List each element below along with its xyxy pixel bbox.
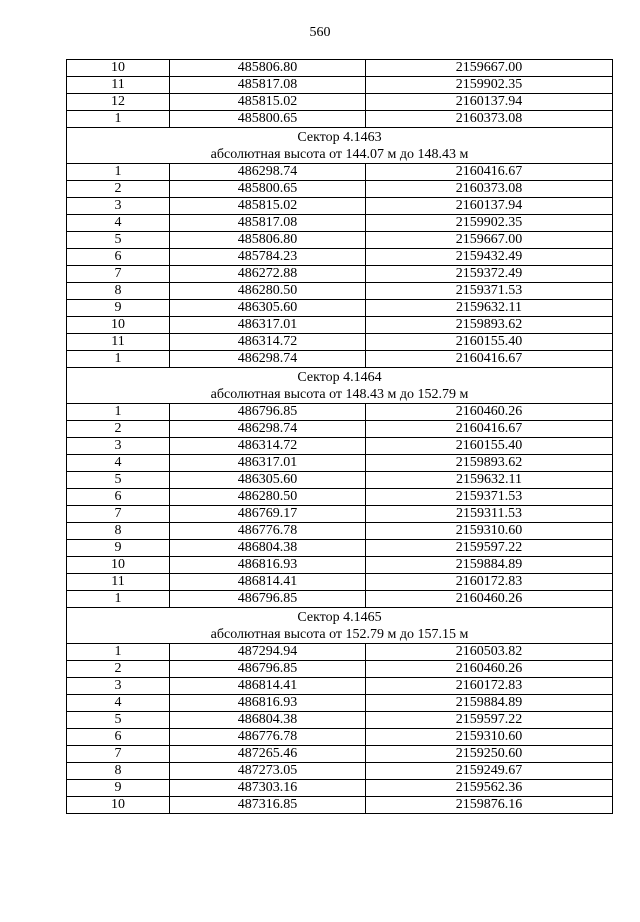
coordinates-table: [66, 59, 613, 814]
y-coordinate-cell: 2159902.35: [366, 215, 613, 232]
y-coordinate-cell: 2159902.35: [366, 77, 613, 94]
y-coordinate-cell: 2159632.11: [366, 472, 613, 489]
y-coordinate-cell: 2160416.67: [366, 421, 613, 438]
table-row: [67, 94, 613, 111]
x-coordinate-cell: 486280.50: [170, 283, 366, 300]
point-number-cell: 10: [67, 317, 170, 334]
y-coordinate-cell: 2159632.11: [366, 300, 613, 317]
y-coordinate-cell: 2159893.62: [366, 317, 613, 334]
x-coordinate-cell: 486776.78: [170, 729, 366, 746]
table-row: [67, 181, 613, 198]
table-row: [67, 644, 613, 661]
table-row: [67, 489, 613, 506]
y-coordinate-cell: 2160155.40: [366, 438, 613, 455]
point-number-cell: 4: [67, 215, 170, 232]
y-coordinate-cell: 2159250.60: [366, 746, 613, 763]
x-coordinate-cell: 487294.94: [170, 644, 366, 661]
x-coordinate-cell: 487316.85: [170, 797, 366, 814]
y-coordinate-cell: 2160460.26: [366, 591, 613, 608]
x-coordinate-cell: 486814.41: [170, 678, 366, 695]
y-coordinate-cell: 2159884.89: [366, 695, 613, 712]
x-coordinate-cell: 486317.01: [170, 317, 366, 334]
x-coordinate-cell: 486776.78: [170, 523, 366, 540]
sector-height-range: абсолютная высота от 144.07 м до 148.43 м: [210, 146, 469, 162]
table-row: [67, 455, 613, 472]
x-coordinate-cell: 486814.41: [170, 574, 366, 591]
table-row: [67, 77, 613, 94]
y-coordinate-cell: 2160460.26: [366, 404, 613, 421]
point-number-cell: 1: [67, 111, 170, 128]
table-row: [67, 472, 613, 489]
y-coordinate-cell: 2159597.22: [366, 712, 613, 729]
y-coordinate-cell: 2159310.60: [366, 523, 613, 540]
table-row: [67, 712, 613, 729]
y-coordinate-cell: 2160172.83: [366, 574, 613, 591]
sector-header-row: [67, 368, 613, 404]
sector-header-row: [67, 128, 613, 164]
y-coordinate-cell: 2159432.49: [366, 249, 613, 266]
table-row: [67, 334, 613, 351]
x-coordinate-cell: 486314.72: [170, 438, 366, 455]
y-coordinate-cell: 2160373.08: [366, 181, 613, 198]
table-row: [67, 591, 613, 608]
x-coordinate-cell: 486816.93: [170, 695, 366, 712]
y-coordinate-cell: 2160172.83: [366, 678, 613, 695]
table-row: [67, 421, 613, 438]
x-coordinate-cell: 486272.88: [170, 266, 366, 283]
point-number-cell: 11: [67, 334, 170, 351]
table-row: [67, 111, 613, 128]
table-row: [67, 317, 613, 334]
y-coordinate-cell: 2159562.36: [366, 780, 613, 797]
point-number-cell: 8: [67, 763, 170, 780]
point-number-cell: 5: [67, 472, 170, 489]
table-row: [67, 678, 613, 695]
x-coordinate-cell: 486280.50: [170, 489, 366, 506]
point-number-cell: 7: [67, 266, 170, 283]
point-number-cell: 2: [67, 181, 170, 198]
y-coordinate-cell: 2159893.62: [366, 455, 613, 472]
point-number-cell: 9: [67, 780, 170, 797]
y-coordinate-cell: 2160155.40: [366, 334, 613, 351]
point-number-cell: 6: [67, 249, 170, 266]
point-number-cell: 3: [67, 198, 170, 215]
y-coordinate-cell: 2159371.53: [366, 489, 613, 506]
x-coordinate-cell: 486816.93: [170, 557, 366, 574]
y-coordinate-cell: 2159597.22: [366, 540, 613, 557]
table-row: [67, 215, 613, 232]
x-coordinate-cell: 487265.46: [170, 746, 366, 763]
x-coordinate-cell: 486317.01: [170, 455, 366, 472]
y-coordinate-cell: 2159876.16: [366, 797, 613, 814]
x-coordinate-cell: 485784.23: [170, 249, 366, 266]
x-coordinate-cell: 485817.08: [170, 215, 366, 232]
table-row: [67, 164, 613, 181]
point-number-cell: 6: [67, 489, 170, 506]
x-coordinate-cell: 486796.85: [170, 591, 366, 608]
sector-header: [67, 368, 613, 404]
point-number-cell: 10: [67, 797, 170, 814]
y-coordinate-cell: 2159371.53: [366, 283, 613, 300]
sector-height-range: абсолютная высота от 148.43 м до 152.79 м: [210, 386, 469, 402]
table-row: [67, 266, 613, 283]
sector-title: Сектор 4.1463: [297, 129, 382, 145]
y-coordinate-cell: 2159667.00: [366, 60, 613, 77]
x-coordinate-cell: 486796.85: [170, 404, 366, 421]
x-coordinate-cell: 485806.80: [170, 60, 366, 77]
sector-title: Сектор 4.1464: [297, 369, 382, 385]
x-coordinate-cell: 485800.65: [170, 181, 366, 198]
x-coordinate-cell: 485815.02: [170, 94, 366, 111]
point-number-cell: 4: [67, 455, 170, 472]
point-number-cell: 10: [67, 557, 170, 574]
point-number-cell: 6: [67, 729, 170, 746]
x-coordinate-cell: 487273.05: [170, 763, 366, 780]
table-row: [67, 60, 613, 77]
point-number-cell: 3: [67, 438, 170, 455]
point-number-cell: 9: [67, 540, 170, 557]
y-coordinate-cell: 2159249.67: [366, 763, 613, 780]
x-coordinate-cell: 486305.60: [170, 300, 366, 317]
table-row: [67, 523, 613, 540]
x-coordinate-cell: 485817.08: [170, 77, 366, 94]
point-number-cell: 7: [67, 746, 170, 763]
point-number-cell: 10: [67, 60, 170, 77]
coordinates-table-body: [67, 60, 613, 814]
table-row: [67, 283, 613, 300]
x-coordinate-cell: 486298.74: [170, 164, 366, 181]
table-row: [67, 438, 613, 455]
table-row: [67, 574, 613, 591]
table-row: [67, 797, 613, 814]
x-coordinate-cell: 486769.17: [170, 506, 366, 523]
table-row: [67, 540, 613, 557]
x-coordinate-cell: 486298.74: [170, 421, 366, 438]
sector-header-row: [67, 608, 613, 644]
point-number-cell: 8: [67, 523, 170, 540]
x-coordinate-cell: 485806.80: [170, 232, 366, 249]
y-coordinate-cell: 2159667.00: [366, 232, 613, 249]
point-number-cell: 12: [67, 94, 170, 111]
table-row: [67, 557, 613, 574]
table-row: [67, 780, 613, 797]
x-coordinate-cell: 486314.72: [170, 334, 366, 351]
point-number-cell: 11: [67, 574, 170, 591]
table-row: [67, 249, 613, 266]
x-coordinate-cell: 486796.85: [170, 661, 366, 678]
y-coordinate-cell: 2159311.53: [366, 506, 613, 523]
sector-height-range: абсолютная высота от 152.79 м до 157.15 м: [210, 626, 469, 642]
point-number-cell: 2: [67, 421, 170, 438]
point-number-cell: 11: [67, 77, 170, 94]
point-number-cell: 4: [67, 695, 170, 712]
y-coordinate-cell: 2159884.89: [366, 557, 613, 574]
x-coordinate-cell: 485815.02: [170, 198, 366, 215]
point-number-cell: 7: [67, 506, 170, 523]
point-number-cell: 1: [67, 644, 170, 661]
point-number-cell: 3: [67, 678, 170, 695]
point-number-cell: 5: [67, 712, 170, 729]
point-number-cell: 1: [67, 164, 170, 181]
table-row: [67, 695, 613, 712]
table-row: [67, 404, 613, 421]
x-coordinate-cell: 486804.38: [170, 712, 366, 729]
table-row: [67, 729, 613, 746]
sector-header: [67, 608, 613, 644]
table-row: [67, 661, 613, 678]
y-coordinate-cell: 2160460.26: [366, 661, 613, 678]
x-coordinate-cell: 485800.65: [170, 111, 366, 128]
table-row: [67, 763, 613, 780]
x-coordinate-cell: 486305.60: [170, 472, 366, 489]
x-coordinate-cell: 486298.74: [170, 351, 366, 368]
y-coordinate-cell: 2160137.94: [366, 198, 613, 215]
point-number-cell: 1: [67, 351, 170, 368]
y-coordinate-cell: 2160416.67: [366, 164, 613, 181]
page-number: 560: [309, 25, 331, 40]
point-number-cell: 2: [67, 661, 170, 678]
point-number-cell: 8: [67, 283, 170, 300]
y-coordinate-cell: 2160416.67: [366, 351, 613, 368]
x-coordinate-cell: 487303.16: [170, 780, 366, 797]
point-number-cell: 1: [67, 591, 170, 608]
sector-header: [67, 128, 613, 164]
sector-title: Сектор 4.1465: [297, 609, 382, 625]
table-row: [67, 746, 613, 763]
point-number-cell: 9: [67, 300, 170, 317]
point-number-cell: 5: [67, 232, 170, 249]
x-coordinate-cell: 486804.38: [170, 540, 366, 557]
table-row: [67, 506, 613, 523]
y-coordinate-cell: 2159372.49: [366, 266, 613, 283]
table-row: [67, 300, 613, 317]
table-row: [67, 232, 613, 249]
point-number-cell: 1: [67, 404, 170, 421]
y-coordinate-cell: 2160503.82: [366, 644, 613, 661]
y-coordinate-cell: 2160137.94: [366, 94, 613, 111]
table-row: [67, 198, 613, 215]
y-coordinate-cell: 2160373.08: [366, 111, 613, 128]
table-row: [67, 351, 613, 368]
y-coordinate-cell: 2159310.60: [366, 729, 613, 746]
